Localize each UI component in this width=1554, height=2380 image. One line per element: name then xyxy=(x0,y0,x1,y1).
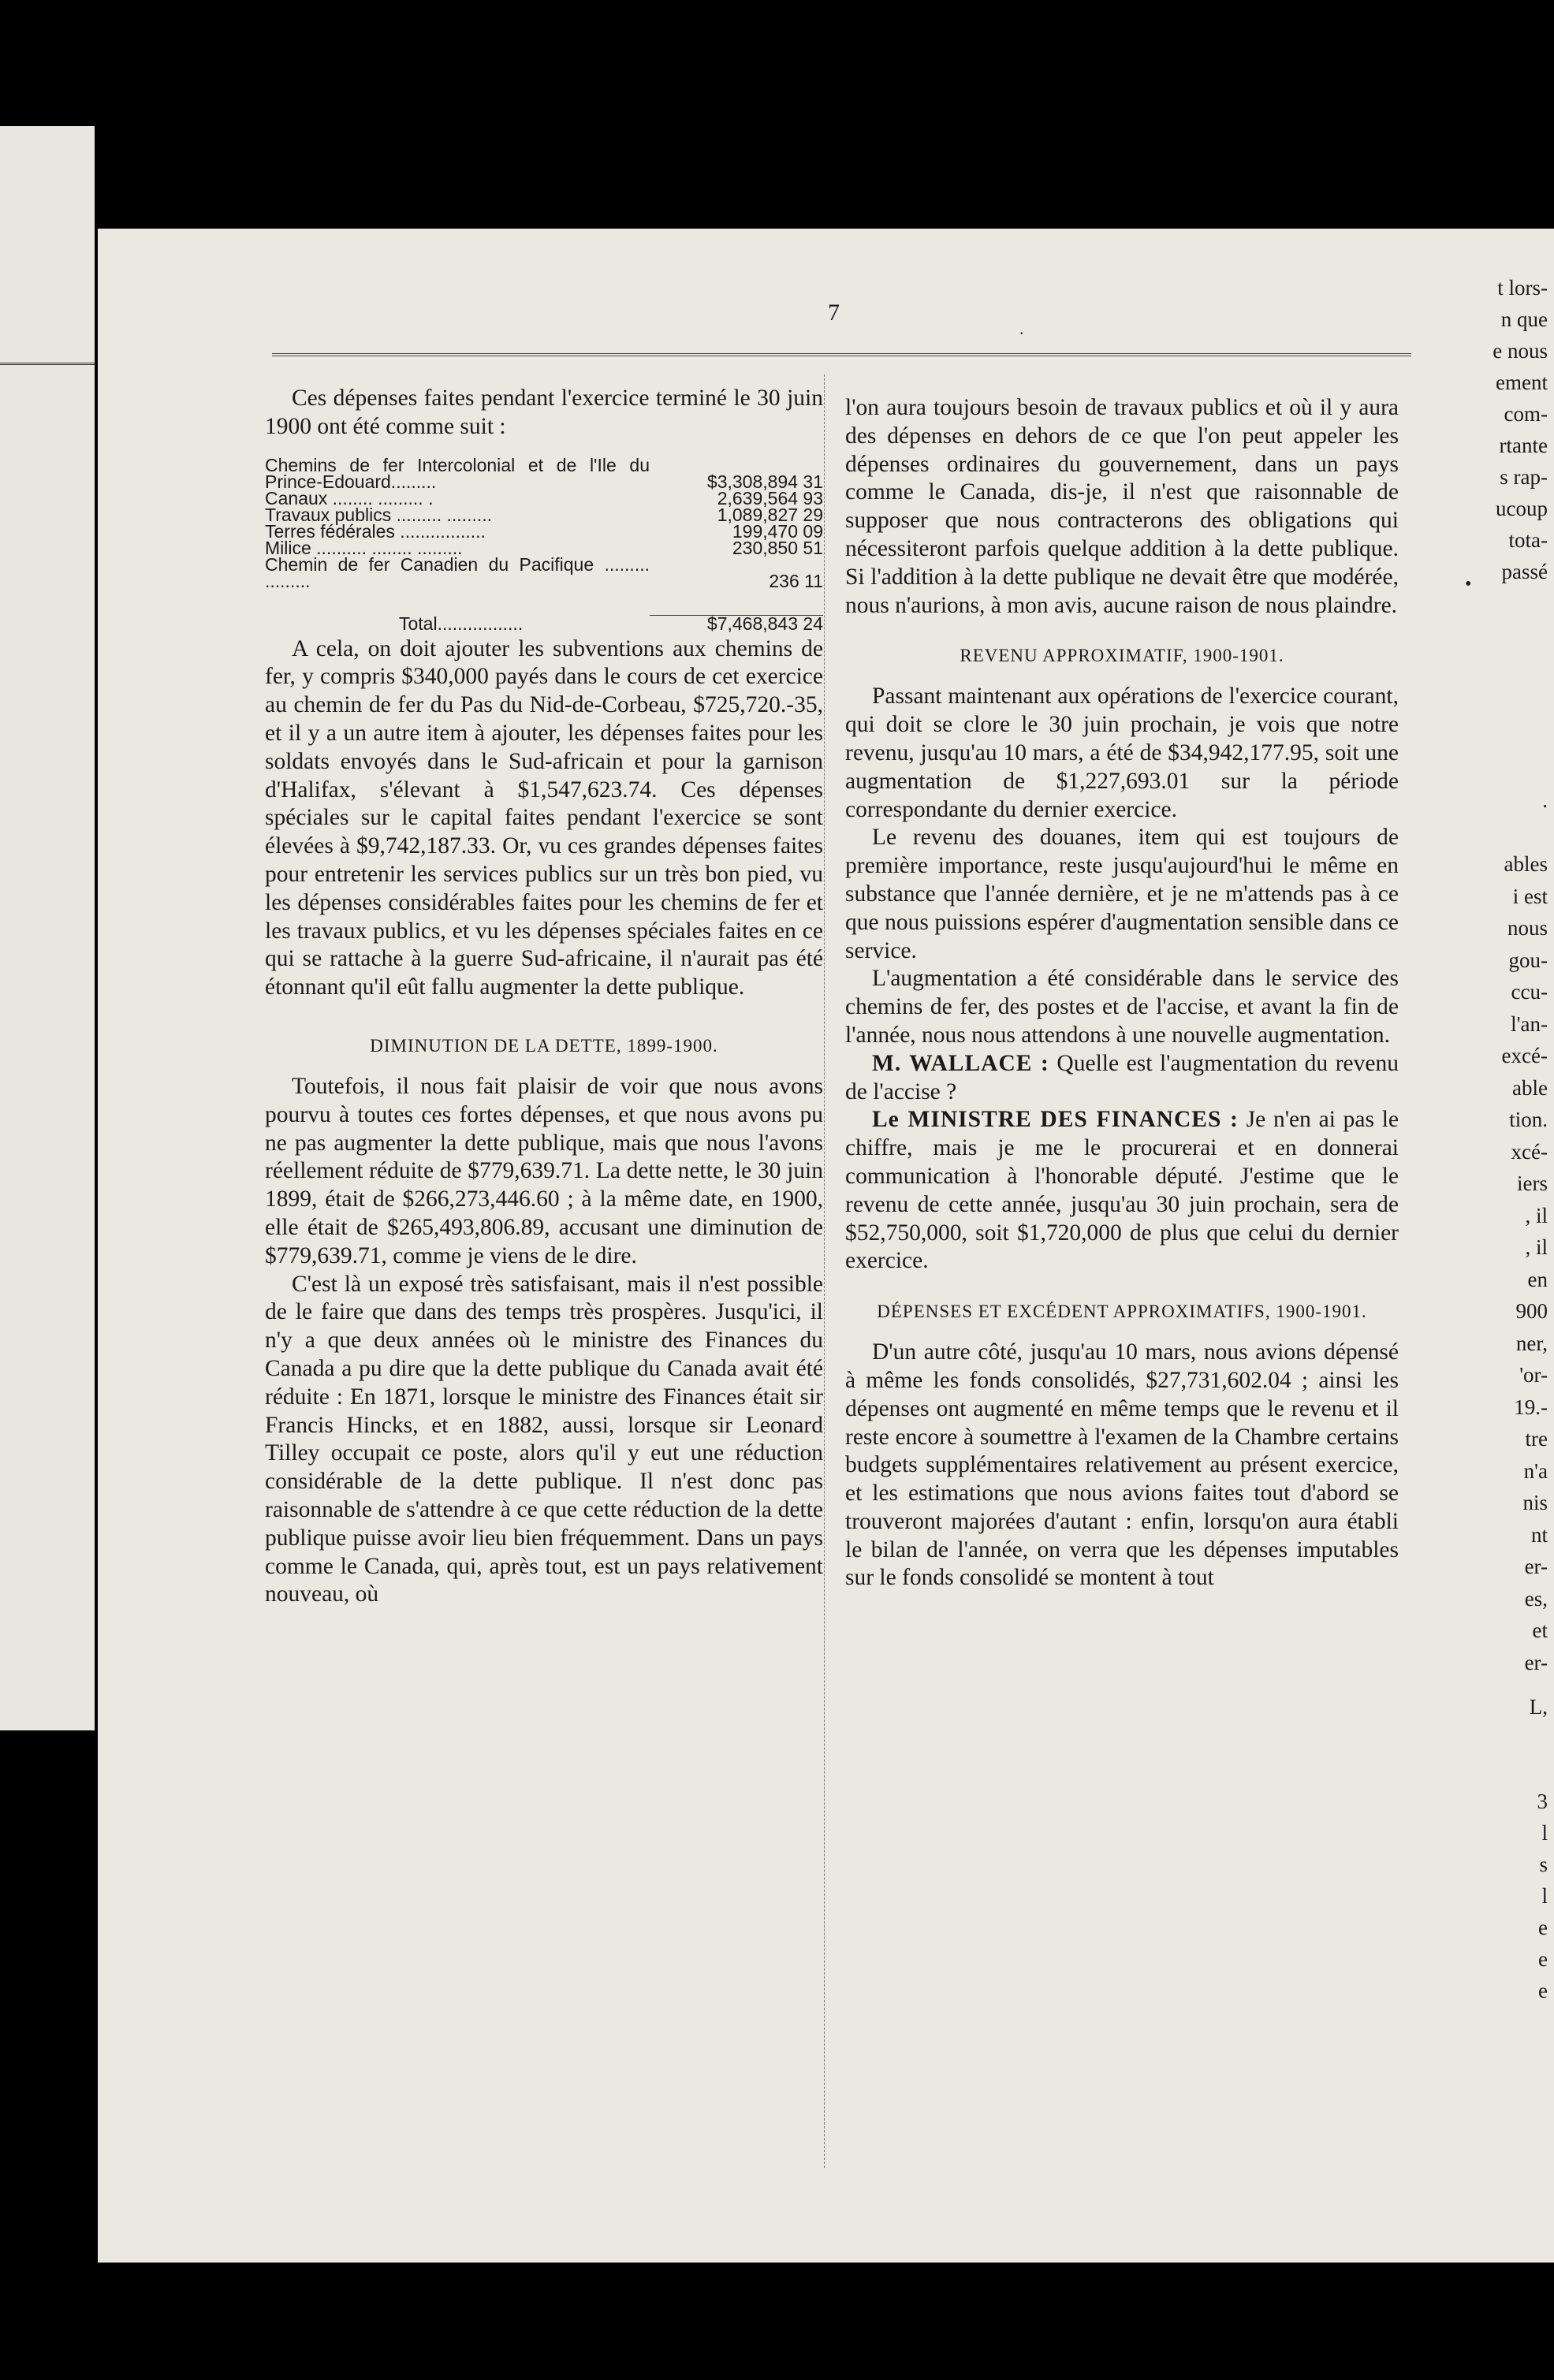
section-heading-debt: DIMINUTION DE LA DETTE, 1899-1900. xyxy=(370,1035,718,1056)
expense-label: Terres fédérales ................. xyxy=(265,520,486,542)
total-amount-cell xyxy=(650,590,823,632)
table-row xyxy=(265,457,823,490)
section-heading-expenses: DÉPENSES ET EXCÉDENT APPROXIMATIFS, 1900-1901. xyxy=(877,1302,1367,1322)
adjacent-page-text-middle: . ables i est nous gou- ccu- l'an- excé- able tion. xcé- iers , il , il en 900 ner, 'or- 19.- tre n'a nis nt er- es, et er- xyxy=(1501,788,1548,1674)
expenses-table xyxy=(265,454,823,634)
right-column xyxy=(845,394,1399,1592)
expense-amount: 230,850 51 xyxy=(732,537,823,558)
total-amount: $7,468,843 24 xyxy=(706,613,823,634)
page-mark: . xyxy=(1019,318,1024,338)
expense-amount: 199,470 09 xyxy=(732,520,823,542)
paragraph: D'un autre côté, jusqu'au 10 mars, nous avions dépensé à même les fonds consolidés, $27,731,602.04 ; ainsi les dépenses ont augmenté en même temps que le revenu et il reste encore à soumettre à l'examen de la Chambre certains budgets supplémentaires relativement au présent exercice, et les estimations que nous avions faites tout d'abord se trouveront majorées d'autant : enfin, lorsqu'on aura établi le bilan de l'année, on verra que les dépenses imputables sur le fonds consolidé se montent à tout xyxy=(845,1339,1399,1591)
paragraph: L'augmentation a été considérable dans le service des chemins de fer, des postes et de l'accise, et avant la fin de l'année, nous nous attendons à une nouvelle augmentation. xyxy=(845,966,1399,1048)
adjacent-page-text-bottom: L, 3 l s l e e e xyxy=(1529,1695,1548,2002)
speech-wallace xyxy=(845,1050,1399,1107)
section-heading-revenue: REVENU APPROXIMATIF, 1900-1901. xyxy=(960,646,1284,666)
side-mark: • xyxy=(1465,574,1472,594)
paragraph: Le revenu des douanes, item qui est toujours de première importance, reste jusqu'aujourd'hui le même en substance que l'année dernière, et je ne m'attends pas à ce que nous puissions espérer d'augmentation sensible dans ce service. xyxy=(845,825,1399,963)
speech-text: Quelle est l'augmentation du revenu de l'accise ? xyxy=(845,1050,1399,1104)
paragraph: C'est là un exposé très satisfaisant, mais il n'est possible de le faire que dans des temps très prospères. Jusqu'ici, il n'y a que deux années où le ministre des Finances du Canada a pu dire que la dette publique du Canada avait été réduite : En 1871, lorsque le ministre des Finances était sir Francis Hincks, et en 1882, aussi, lorsque sir Leonard Tilley occupait ce poste, alors qu'il y eut une réduction considérable de la dette publique. Il n'est donc pas raisonnable de s'attendre à ce que cette réduction de la dette publique puisse avoir lieu bien fréquemment. Dans un pays comme le Canada, qui, après tout, est un pays relativement nouveau, où xyxy=(265,1271,823,1607)
expense-label: Chemins de fer Intercolonial et de l'Ile du Prince-Edouard......... xyxy=(265,454,650,492)
expense-label: Canaux ........ ......... . xyxy=(265,487,434,508)
total-label: Total................. xyxy=(399,613,524,634)
expenses-intro: Ces dépenses faites pendant l'exercice terminé le 30 juin 1900 ont été comme suit : xyxy=(265,385,823,439)
paragraph: A cela, on doit ajouter les subventions aux chemins de fer, y compris $340,000 payés dans le cours de cet exercice au chemin de fer du Pas du Nid-de-Corbeau, $725,720.-35, et il y a un autre item à ajouter, les dépenses faites pour les soldats envoyés dans le Sud-africain et pour la garnison d'Halifax, s'élevant à $1,547,623.74. Ces dépenses spéciales sur le capital faites pendant l'exercice se sont élevées à $9,742,187.33. Or, vu ces grandes dépenses faites pour entretenir les services publics sur un très bon pied, vu les dépenses considérables faites pour les chemins de fer et les travaux publics, et vu les dépenses spéciales faites en ce qui se rattache à la guerre Sud-africaine, il n'aurait pas été étonnant qu'il eût fallu augmenter la dette publique. xyxy=(265,635,823,1000)
paragraph: Toutefois, il nous fait plaisir de voir que nous avons pourvu à toutes ces fortes dépenses, et que nous avons pu ne pas augmenter la dette publique, mais que nous l'avons réellement réduite de $779,639.71. La dette nette, le 30 juin 1899, était de $266,273,446.60 ; à la même date, en 1900, elle était de $265,493,806.89, accusant une diminution de $779,639.71, comme je viens de le dire. xyxy=(265,1073,823,1268)
expense-amount: 236 11 xyxy=(769,570,823,591)
left-column xyxy=(265,385,823,1609)
adjacent-page-text-top: t lors- n que e nous ement com- rtante s rap- ucoup tota- passé xyxy=(1493,276,1548,583)
page-number: 7 xyxy=(828,300,840,326)
speaker-name: Le MINISTRE DES FINANCES : xyxy=(872,1107,1239,1133)
expense-amount: $3,308,894 31 xyxy=(706,471,823,492)
table-row xyxy=(265,557,823,590)
expense-amount: 1,089,827 29 xyxy=(717,504,823,525)
expense-amount: 2,639,564 93 xyxy=(717,487,823,508)
speaker-name: M. WALLACE : xyxy=(872,1050,1049,1076)
paragraph: l'on aura toujours besoin de travaux publics et où il y aura des dépenses en dehors de ce que l'on peut appeler les dépenses ordinaires du gouvernement, dans un pays comme le Canada, dis-je, il n'est que raisonnable de supposer que nous contracterons des obligations qui nécessiteront parfois quelque addition à la dette publique. Si l'addition à la dette publique ne devait être que modérée, nous n'aurions, à mon avis, aucune raison de nous plaindre. xyxy=(845,395,1399,618)
speech-minister xyxy=(845,1106,1399,1276)
adjacent-page-fragment xyxy=(0,126,95,1730)
expense-label: Milice .......... ........ ......... xyxy=(265,537,463,558)
expense-label: Travaux publics ......... ......... xyxy=(265,504,493,525)
expense-label: Chemin de fer Canadien du Pacifique ......... ......... xyxy=(265,553,650,591)
table-total-row xyxy=(265,590,823,632)
paragraph: Passant maintenant aux opérations de l'exercice courant, qui doit se clore le 30 juin prochain, je vois que notre revenu, jusqu'au 10 mars, a été de $34,942,177.95, soit une augmentation de $1,227,693.01 sur la période correspondante du dernier exercice. xyxy=(845,683,1399,822)
speech-text: Je n'en ai pas le chiffre, mais je me le procurerai et en donnerai communication à l'honorable député. J'estime que le revenu de cette année, jusqu'au 30 juin prochain, sera de $52,750,000, soit $1,720,000 de plus que celui du dernier exercice. xyxy=(845,1107,1399,1274)
column-divider xyxy=(824,374,825,2168)
header-rule xyxy=(272,353,1411,356)
adjacent-page-rule xyxy=(0,363,95,365)
